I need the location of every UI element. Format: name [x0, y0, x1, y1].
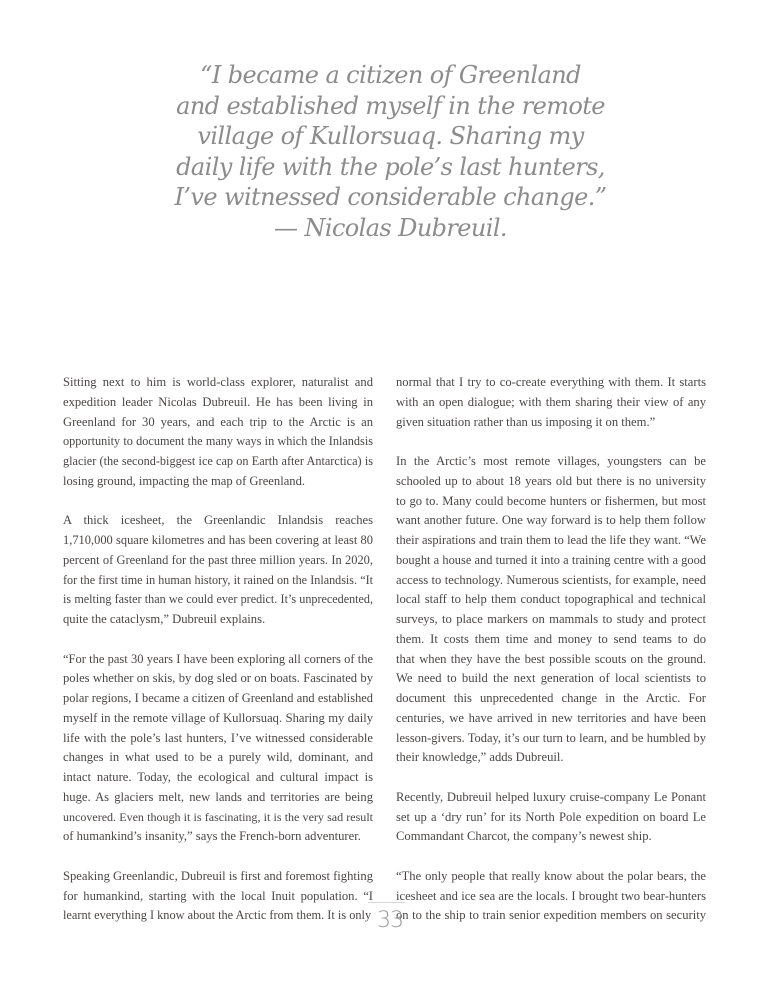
article-line: for the first time in human history, it rained on the Inlandsis. “It: [63, 572, 373, 587]
article-line: life with the pole’s last hunters, I’ve witnessed considerable: [63, 730, 373, 745]
article-line: quite the cataclysm,” Dubreuil explains.: [63, 612, 266, 626]
article-line: icesheet and ice sea are the locals. I brought two bear-hunters: [396, 888, 706, 903]
article-paragraph: [396, 452, 706, 768]
article-line: myself in the remote village of Kullorsuaq. Sharing my daily: [63, 710, 373, 725]
article-line: losing ground, impacting the map of Greenland.: [63, 473, 306, 488]
pull-quote: [120, 60, 661, 243]
article-line: Recently, Dubreuil helped luxury cruise-company Le Ponant: [396, 789, 706, 804]
article-line: Commandant Charcot, the company’s newest ship.: [396, 829, 652, 844]
pull-quote-line: “I became a citizen of Greenland: [200, 61, 581, 89]
article-line: their knowledge,” adds Dubreuil.: [396, 750, 564, 765]
pull-quote-line: village of Kullorsuaq. Sharing my: [197, 122, 584, 150]
article-line: for humankind, starting with the local Inuit population. “I: [63, 888, 373, 903]
article-line: huge. As glaciers melt, new lands and territories are being: [63, 789, 373, 804]
page-number: 33: [377, 908, 403, 933]
article-line: local staff to help them conduct topographical and technical: [396, 592, 706, 607]
article-paragraph: [63, 650, 373, 848]
article-line: their aspirations and train them to lead the life they want. “We: [396, 533, 706, 547]
article-line: intact nature. Today, the ecological and cultural impact is: [63, 770, 373, 784]
article-line: bought a house and turned it into a training centre with a good: [396, 552, 706, 567]
article-line: on to the ship to train senior expedition members on security: [396, 908, 706, 923]
article-line: is melting faster than we could ever predict. It’s unprecedented,: [63, 592, 373, 607]
article-line: given situation rather than us imposing it on them.”: [396, 414, 656, 429]
pull-quote-line: I’ve witnessed considerable change.”: [174, 183, 607, 211]
article-line: glacier (the second-biggest ice cap on Earth after Antarctica) is: [63, 454, 373, 468]
article-line: expedition leader Nicolas Dubreuil. He has been living in: [63, 394, 373, 409]
article-column-left: [63, 373, 373, 946]
article-paragraph: [63, 867, 373, 926]
article-line: set up a ‘dry run’ for its North Pole expedition on board Le: [396, 809, 706, 824]
article-column-right: [396, 373, 706, 946]
article-line: schooled up to about 18 years old but there is no university: [396, 473, 706, 488]
article-line: polar regions, I became a citizen of Greenland and established: [63, 691, 373, 705]
article-line: with an open dialogue; with them sharing their view of any: [396, 394, 706, 409]
article-line: Greenland for 30 years, and each trip to the Arctic is an: [63, 414, 373, 429]
article-line: document this unprecedented change in the Arctic. For: [396, 691, 706, 705]
article-line: uncovered. Even though it is fascinating, it is the very sad result: [63, 809, 373, 824]
article-line: Sitting next to him is world-class explorer, naturalist and: [63, 375, 373, 389]
article-line: Speaking Greenlandic, Dubreuil is first and foremost fighting: [63, 868, 373, 883]
pull-quote-line: and established myself in the remote: [176, 91, 605, 120]
article-line: to go to. Many could become hunters or fishermen, but most: [396, 493, 706, 508]
article-line: centuries, we have arrived in new territories and have been: [396, 710, 706, 725]
article-line: lesson-givers. Today, it’s our turn to learn, and be humbled by: [396, 730, 706, 745]
article-line: want another future. One way forward is to help them follow: [396, 513, 706, 528]
article-paragraph: [63, 511, 373, 630]
article-line: normal that I try to co-create everything with them. It starts: [396, 375, 706, 389]
article-line: poles whether on skis, by dog sled or on boats. Fascinated by: [63, 671, 373, 686]
article-paragraph: [396, 373, 706, 432]
article-line: that when they have the best possible scouts on the ground.: [396, 651, 706, 666]
pull-quote-attribution: — Nicolas Dubreuil.: [274, 213, 507, 242]
article-line: We need to build the next generation of local scientists to: [396, 671, 706, 686]
article-line: changes in what used to be a purely wild, dominant, and: [63, 750, 373, 765]
article-line: “For the past 30 years I have been exploring all corners of the: [63, 651, 373, 666]
article-line: In the Arctic’s most remote villages, youngsters can be: [396, 454, 706, 468]
article-line: surveys, to place markers on mammals to study and protect: [396, 612, 706, 626]
article-line: “The only people that really know about the polar bears, the: [396, 868, 706, 883]
article-line: access to technology. Numerous scientists, for example, need: [396, 572, 706, 587]
page-number-rule: [368, 902, 405, 903]
article-paragraph: [396, 788, 706, 847]
article-paragraph: [63, 373, 373, 492]
article-line: them. It costs them time and money to send teams to do: [396, 631, 706, 646]
article-line: percent of Greenland for the past three million years. In 2020,: [63, 552, 373, 567]
article-line: of humankind’s insanity,” says the French-born adventurer.: [63, 829, 361, 844]
article-paragraph: [396, 867, 706, 926]
pull-quote-line: daily life with the pole’s last hunters,: [176, 152, 605, 181]
article-line: learnt everything I know about the Arctic from them. It is only: [63, 908, 372, 923]
article-line: opportunity to document the many ways in which the Inlandsis: [63, 434, 373, 449]
article-line: A thick icesheet, the Greenlandic Inlandsis reaches: [63, 513, 373, 528]
article-line: 1,710,000 square kilometres and has been covering at least 80: [63, 533, 373, 547]
